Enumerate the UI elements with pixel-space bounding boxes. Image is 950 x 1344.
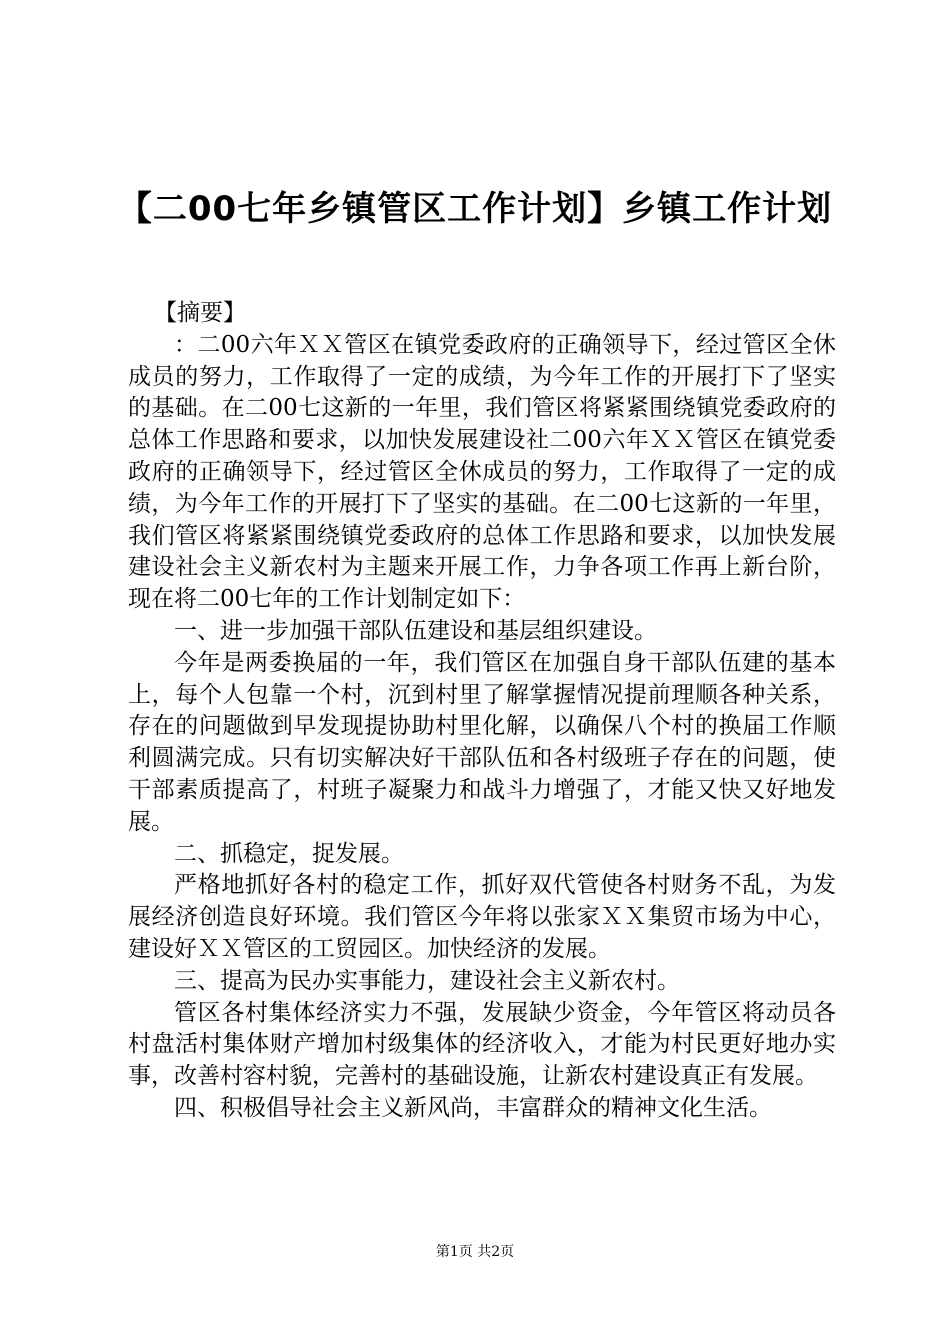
abstract-label: 【摘要】 (154, 300, 246, 326)
section-heading-1: 一、进一步加强干部队伍建设和基层组织建设。 (174, 617, 657, 644)
section-heading-2: 二、抓稳定，捉发展。 (174, 840, 404, 867)
section-paragraph-3: 管区各村集体经济实力不强，发展缺少资金，今年管区将动员各村盘活村集体财产增加村级集体的经济收入，才能为村民更好地办实事，改善村容村貌，完善村的基础设施，让新农村建设真正有发展。 (128, 999, 836, 1090)
document-title: 【二00七年乡镇管区工作计划】乡镇工作计划 (117, 189, 833, 229)
document-body (128, 298, 836, 1125)
section-paragraph-1: 今年是两委换届的一年，我们管区在加强自身干部队伍建的基本上，每个人包靠一个村，沉到村里了解掌握情况提前理顺各种关系，存在的问题做到早发现提协助村里化解，以确保八个村的换届工作顺利圆满完成。只有切实解决好干部队伍和各村级班子存在的问题，使干部素质提高了，村班子凝聚力和战斗力增强了，才能又快又好地发展。 (128, 649, 836, 835)
section-heading-4: 四、积极倡导社会主义新风尚，丰富群众的精神文化生活。 (174, 1094, 772, 1121)
section-heading-3: 三、提高为民办实事能力，建设社会主义新农村。 (174, 967, 680, 994)
page-footer: 第1页 共2页 (435, 1244, 515, 1260)
abstract-text: ：二00六年ＸＸ管区在镇党委政府的正确领导下，经过管区全休成员的努力，工作取得了一定的成绩，为今年工作的开展打下了坚实的基础。在二00七这新的一年里，我们管区将紧紧围绕镇党委政府的总体工作思路和要求，以加快发展建设社二00六年ＸＸ管区在镇党委政府的正确领导下，经过管区全休成员的努力，工作取得了一定的成绩，为今年工作的开展打下了坚实的基础。在二00七这新的一年里，我们管区将紧紧围绕镇党委政府的总体工作思路和要求，以加快发展建设社会主义新农村为主题来开展工作，力争各项工作再上新台阶，现在将二00七年的工作计划制定如下： (128, 331, 836, 613)
section-paragraph-2: 严格地抓好各村的稳定工作，抓好双代管使各村财务不乱，为发展经济创造良好环境。我们管区今年将以张家ＸＸ集贸市场为中心，建设好ＸＸ管区的工贸园区。加快经济的发展。 (128, 872, 836, 962)
